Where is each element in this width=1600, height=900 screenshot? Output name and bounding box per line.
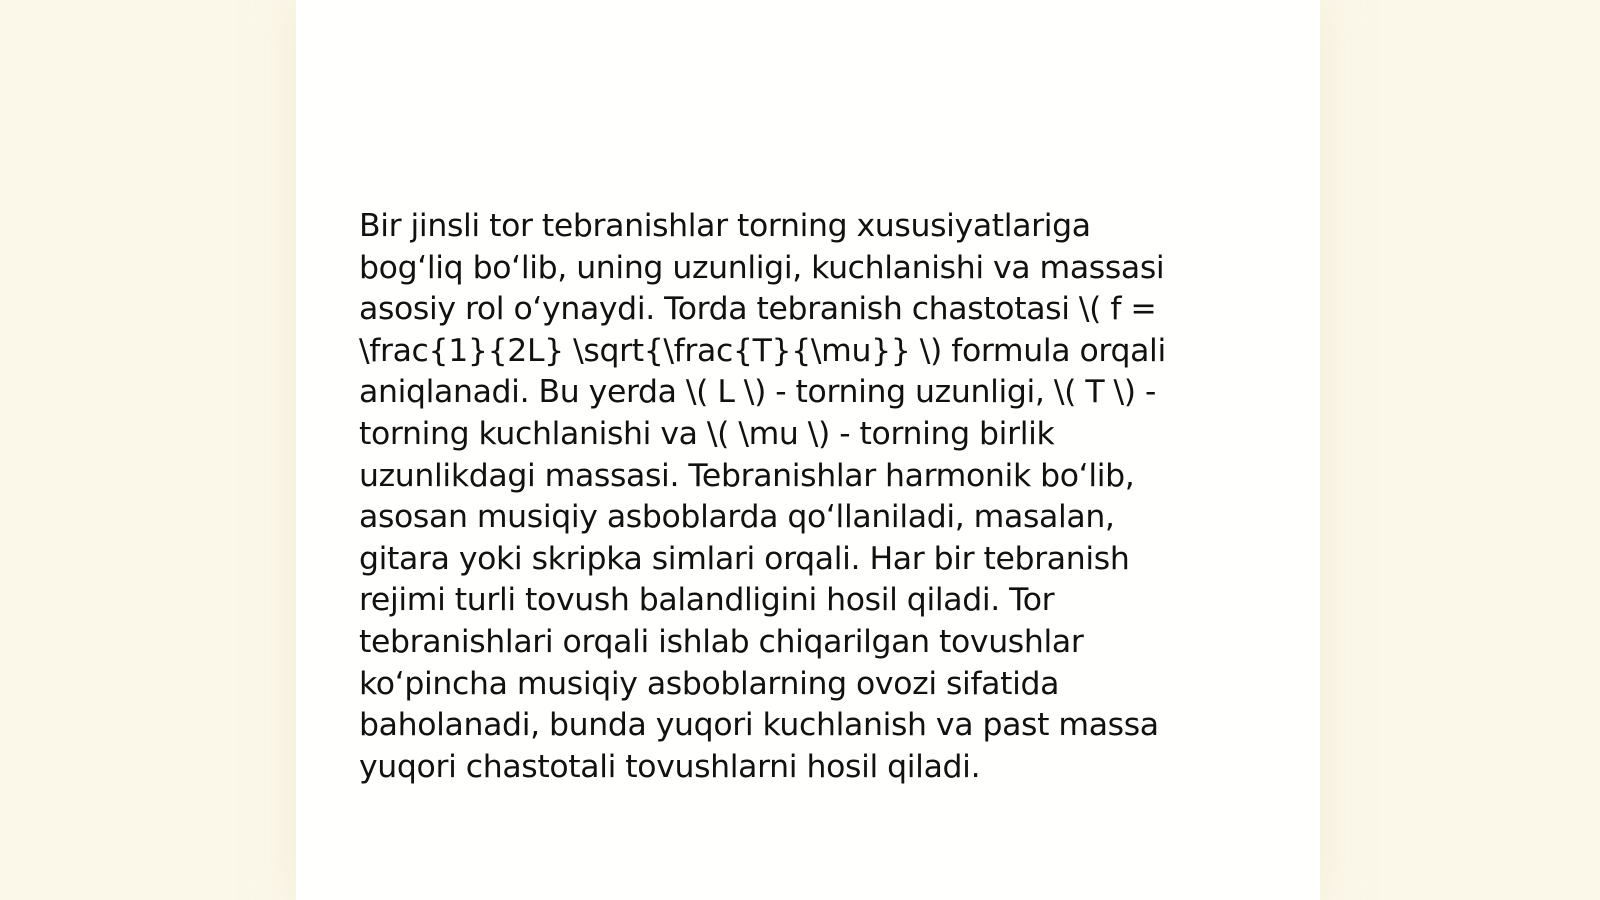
paragraph-line: aniqlanadi. Bu yerda \( L \) - torning uzunligi, \( T \) - <box>359 374 1156 411</box>
document-page <box>296 0 1320 900</box>
paragraph-line: asosiy rol o‘ynaydi. Torda tebranish chastotasi \( f = <box>359 291 1157 328</box>
paragraph-line: yuqori chastotali tovushlarni hosil qiladi. <box>359 748 981 785</box>
body-paragraph <box>359 206 1229 788</box>
paragraph-line: gitara yoki skripka simlari orqali. Har bir tebranish <box>359 540 1130 577</box>
paragraph-line: bog‘liq bo‘lib, uning uzunligi, kuchlanishi va massasi <box>359 249 1165 286</box>
paragraph-line: rejimi turli tovush balandligini hosil qiladi. Tor <box>359 582 1055 619</box>
paragraph-line: uzunlikdagi massasi. Tebranishlar harmonik bo‘lib, <box>359 457 1135 494</box>
paragraph-line: tebranishlari orqali ishlab chiqarilgan tovushlar <box>359 623 1084 660</box>
paragraph-line: \frac{1}{2L} \sqrt{\frac{T}{\mu}} \) formula orqali <box>359 332 1166 369</box>
paragraph-line: baholanadi, bunda yuqori kuchlanish va past massa <box>359 707 1159 744</box>
paragraph-line: ko‘pincha musiqiy asboblarning ovozi sifatida <box>359 665 1060 702</box>
paragraph-line: Bir jinsli tor tebranishlar torning xususiyatlariga <box>359 208 1091 244</box>
paragraph-line: torning kuchlanishi va \( \mu \) - torning birlik <box>359 415 1055 452</box>
paragraph-line: asosan musiqiy asboblarda qo‘llaniladi, masalan, <box>359 499 1115 536</box>
